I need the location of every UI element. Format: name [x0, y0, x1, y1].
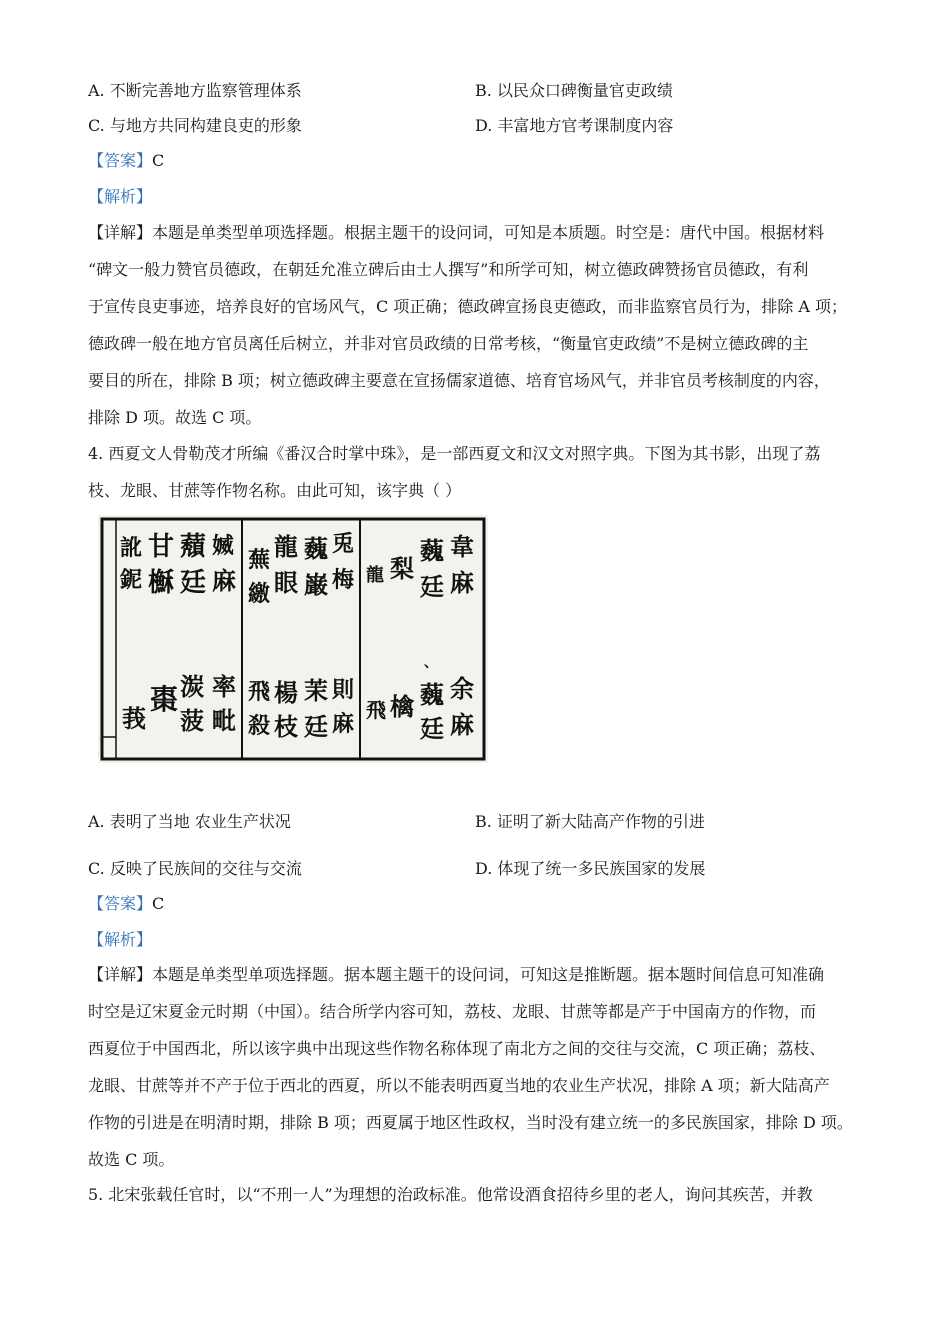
q3-analysis-tag: 【解析】	[88, 187, 153, 206]
q4-answer	[88, 893, 164, 915]
svg-text:檎: 檎	[390, 692, 414, 721]
svg-text:龍: 龍	[366, 565, 384, 586]
svg-text:蘶: 蘶	[304, 534, 328, 563]
svg-text:廷: 廷	[180, 568, 207, 598]
q3-answer	[88, 150, 164, 172]
q4-option-c[interactable]: C. 反映了民族间的交往与交流	[88, 859, 302, 878]
answer-value: C	[152, 894, 165, 913]
book-scan-image	[98, 515, 488, 763]
svg-text:枝: 枝	[274, 712, 298, 741]
q4-detail-line-5: 作物的引进是在明清时期，排除 B 项；西夏属于地区性政权，当时没有建立统一的多民族国家，排除 D 项。	[88, 1113, 853, 1132]
svg-text:梨: 梨	[390, 554, 414, 583]
q3-option-b[interactable]: B. 以民众口碑衡量官吏政绩	[475, 81, 673, 100]
svg-text:余: 余	[450, 674, 474, 703]
svg-text:蘶: 蘶	[420, 536, 444, 565]
svg-text:繳: 繳	[248, 581, 271, 607]
svg-text:湠: 湠	[180, 672, 204, 701]
q5-stem-line-1: 5. 北宋张载任官时，以“不刑一人”为理想的治政标准。他常设酒食招待乡里的老人，询问其疾苦，并教	[88, 1185, 813, 1204]
q3-option-a[interactable]: A. 不断完善地方监察管理体系	[88, 81, 302, 100]
q4-detail-line-1: 【详解】本题是单类型单项选择题。据本题主题干的设问词，可知这是推断题。据本题时间信息可知准确	[88, 965, 825, 984]
answer-tag: 【答案】	[88, 894, 153, 913]
svg-text:廷: 廷	[304, 712, 328, 741]
svg-text:眼: 眼	[274, 568, 298, 597]
q3-detail-line-1: 【详解】本题是单类型单项选择题。根据主题干的设问词，可知是本质题。时空是：唐代中国。根据材料	[88, 223, 825, 242]
q3-detail-line-6: 排除 D 项。故选 C 项。	[88, 408, 262, 427]
svg-text:蘶: 蘶	[420, 680, 444, 709]
svg-text:率: 率	[212, 672, 236, 701]
svg-text:飛: 飛	[248, 679, 271, 705]
svg-text:茉: 茉	[304, 676, 328, 705]
svg-text:菠: 菠	[180, 706, 204, 735]
q3-option-c[interactable]: C. 与地方共同构建良吏的形象	[88, 116, 302, 135]
q4-detail-line-3: 西夏位于中国西北，所以该字典中出现这些作物名称体现了南北方之间的交往与交流，C 项正确；荔枝、	[88, 1039, 826, 1058]
q4-analysis-tag: 【解析】	[88, 930, 153, 949]
answer-tag: 【答案】	[88, 151, 153, 170]
detail-tag: 【详解】	[88, 965, 153, 984]
svg-text:廷: 廷	[420, 714, 444, 743]
q4-detail-line-2: 时空是辽宋夏金元时期（中国）。结合所学内容可知，荔枝、龙眼、甘蔗等都是产于中国南方的作物，而	[88, 1002, 817, 1021]
svg-text:麻: 麻	[450, 568, 474, 597]
svg-text:殺: 殺	[248, 713, 271, 739]
svg-text:麻: 麻	[332, 711, 355, 737]
svg-text:巌: 巌	[304, 570, 328, 599]
q4-detail-line-4: 龙眼、甘蔗等并不产于位于西北的西夏，所以不能表明西夏当地的农业生产状况，排除 A 项；新大陆高产	[88, 1076, 830, 1095]
svg-text:媙: 媙	[212, 533, 235, 559]
q3-detail-line-2: “碑文一般力赞官员德政，在朝廷允准立碑后由士人撰写”和所学可知，树立德政碑赞扬官员德政，有利	[88, 260, 809, 279]
svg-text:櫯: 櫯	[148, 568, 175, 598]
svg-text:韋: 韋	[450, 532, 474, 561]
svg-text:訛: 訛	[120, 535, 143, 561]
svg-text:蕪: 蕪	[248, 547, 271, 573]
book-scan-svg	[98, 515, 488, 763]
svg-text:麻: 麻	[450, 710, 474, 739]
q3-detail-line-5: 要目的所在，排除 B 项；树立德政碑主要意在宣扬儒家道德、培育官场风气，并非官员考核制度的内容，	[88, 371, 830, 390]
svg-text:麻: 麻	[212, 566, 236, 595]
svg-text:毗: 毗	[212, 706, 236, 735]
svg-text:蘈: 蘈	[180, 532, 207, 562]
svg-text:兎: 兎	[332, 531, 355, 557]
svg-text:、: 、	[424, 655, 438, 671]
svg-text:飛: 飛	[366, 698, 386, 722]
svg-text:甘: 甘	[148, 532, 175, 562]
q3-detail-line-4: 德政碑一般在地方官员离任后树立，并非对官员政绩的日常考核，“衡量官吏政绩”不是树立德政碑的主	[88, 334, 809, 353]
q4-stem-line-1: 4. 西夏文人骨勒茂才所编《番汉合时掌中珠》，是一部西夏文和汉文对照字典。下图为其书影，出现了荔	[88, 444, 821, 463]
q4-detail-line-6: 故选 C 项。	[88, 1150, 175, 1169]
svg-text:龍: 龍	[274, 532, 298, 561]
q4-stem-line-2: 枝、龙眼、甘蔗等作物名称。由此可知，该字典（ ）	[88, 481, 462, 500]
q3-detail-line-3: 于宣传良吏事迹，培养良好的官场风气，C 项正确；德政碑宣扬良吏德政，而非监察官员行为，排除 A 项；	[88, 297, 848, 316]
q4-option-a[interactable]: A. 表明了当地 农业生产状况	[88, 812, 291, 831]
svg-text:莪: 莪	[122, 704, 146, 733]
q4-option-b[interactable]: B. 证明了新大陆高产作物的引进	[475, 812, 705, 831]
svg-text:楊: 楊	[274, 678, 298, 707]
svg-text:鈮: 鈮	[120, 567, 143, 593]
svg-text:廷: 廷	[420, 572, 444, 601]
q3-option-d[interactable]: D. 丰富地方官考课制度内容	[475, 116, 674, 135]
svg-text:棗: 棗	[150, 683, 179, 716]
q4-option-d[interactable]: D. 体现了统一多民族国家的发展	[475, 859, 706, 878]
svg-text:則: 則	[332, 677, 355, 703]
svg-text:梅: 梅	[332, 567, 355, 593]
answer-value: C	[152, 151, 165, 170]
detail-tag: 【详解】	[88, 223, 153, 242]
